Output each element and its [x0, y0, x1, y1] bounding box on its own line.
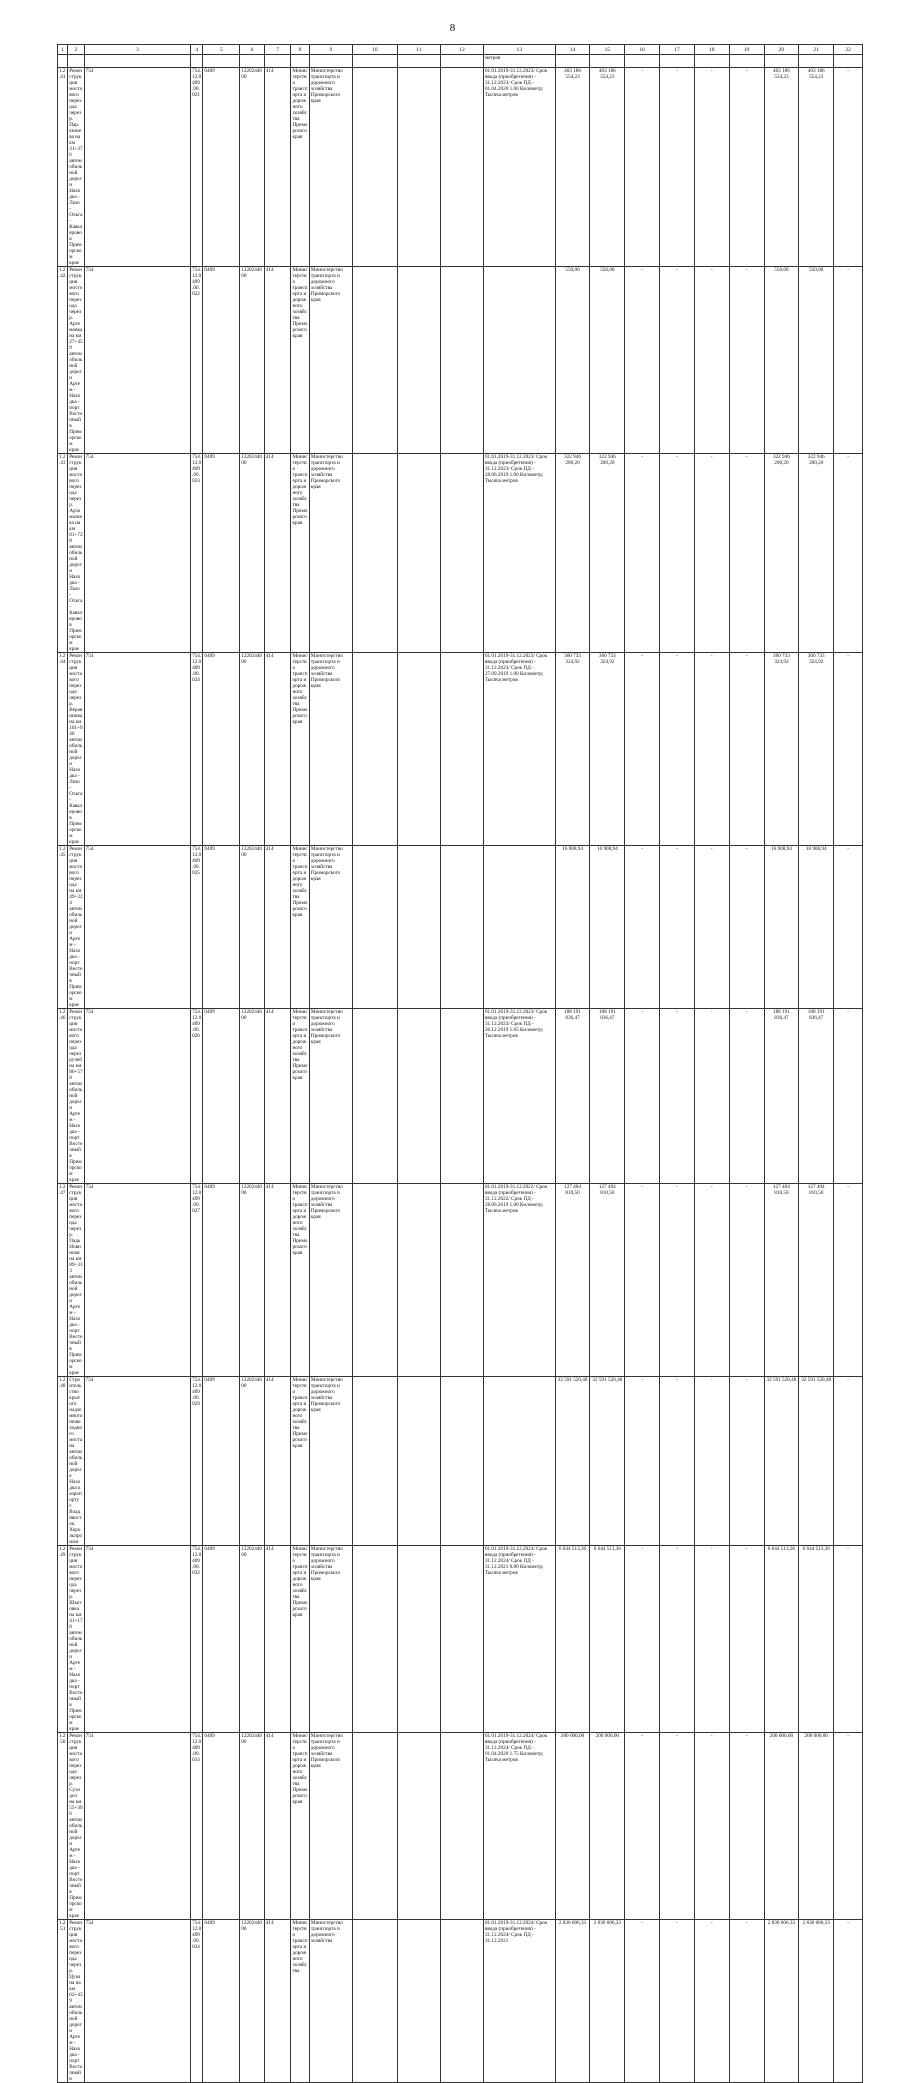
table-row [58, 454, 863, 653]
cell-c14: 200 000,00 [555, 1733, 590, 1920]
cell-c14: 550,00 [555, 267, 590, 454]
cell-c18: - [694, 454, 729, 653]
cell-empty [352, 1184, 397, 1377]
cell-c6: 0409 [203, 653, 240, 846]
cell-c18: - [694, 1920, 729, 2083]
cell-c7: 1220244000 [240, 454, 265, 653]
cell-empty [397, 1009, 440, 1184]
column-header: 2 [68, 45, 84, 55]
table-row [58, 68, 863, 267]
cell-c5: 754.12.0409 .00.033 [191, 1733, 203, 1920]
cell-c7: 1220244000 [240, 267, 265, 454]
cell-c20: 127 404 810,50 [764, 1184, 799, 1377]
cell-c4: 754 [84, 454, 191, 653]
cell-id: 1.2.42 [58, 267, 68, 454]
cell-c5: 754.12.0409 .00.026 [191, 1009, 203, 1184]
cell-c9: Министерство транспорта и дорожного хозяйства Приморского края [291, 653, 309, 846]
cell-c21: 550,00 [799, 267, 834, 454]
cell-c21: 322 946 200,20 [799, 454, 834, 653]
cell-c8: 414 [264, 1920, 291, 2083]
cell-c22: - [834, 846, 863, 1009]
cell-c4: 754 [84, 1009, 191, 1184]
cell-c13: 01.01.2019-31.12.2022/ Срок ввода (приобретения) - 31.12.2022/ Срок ПД - 28.06.2019 1.00 Километр; Тысяча метров [483, 1184, 555, 1377]
cell-c22: - [834, 1733, 863, 1920]
cell-c9: Министерство транспорта и дорожного хозяйства Приморского края [291, 267, 309, 454]
cell-name: Реконструкция мостового перехода через р. Падь Новинная на км 89+333 автомобильной дороги Артем - Находка - порт Восточный в Приморском крае [69, 1184, 83, 1376]
cell-empty [352, 1920, 397, 2083]
column-header: 16 [625, 45, 660, 55]
cell-empty [352, 653, 397, 846]
cell-empty [397, 68, 440, 267]
cell-c15: 16 908,94 [590, 846, 625, 1009]
cell-c4: 754 [84, 1733, 191, 1920]
continuation-text: метров [483, 55, 555, 68]
table-row [58, 1009, 863, 1184]
cell-c7: 1220244000 [240, 1733, 265, 1920]
cell-c8: 414 [264, 1546, 291, 1733]
cell-c19: - [729, 653, 764, 846]
cell-empty [352, 1733, 397, 1920]
cell-c19: - [729, 68, 764, 267]
cell-c7: 1220244000 [240, 1009, 265, 1184]
cell-c17: - [660, 1920, 695, 2083]
cell-name: Реконструкция мостового перехода через р. Веравиника на км 101+040 автомобильной дороги Находка - Лазо - Ольга - Кавалерово в Приморском крае [69, 653, 83, 845]
column-header: 8 [291, 45, 309, 55]
cell-c20: 360 733 324,92 [764, 653, 799, 846]
cell-c8: 414 [264, 1009, 291, 1184]
cell-c4: 754 [84, 846, 191, 1009]
cell-c21: 16 908,94 [799, 846, 834, 1009]
cell-c10: Министерство транспорта и дорожного хозяйства Приморского края [309, 454, 352, 653]
cell-c18: - [694, 846, 729, 1009]
cell-c7: 1220244000 [240, 846, 265, 1009]
cell-c13: 01.01.2019-31.12.2024/ Срок ввода (приобретения) - 31.12.2024/ Срок ПД - 31.12.2021 0.80 Километр; Тысяча метров [483, 1546, 555, 1733]
cell-c16: - [625, 846, 660, 1009]
cell-c19: - [729, 1920, 764, 2083]
cell-empty [440, 454, 483, 653]
cell-c9: Министерство транспорта и дорожного хозяйства [291, 1920, 309, 2083]
cell-c16: - [625, 1546, 660, 1733]
cell-c6: 0409 [203, 1546, 240, 1733]
table-row-continuation [58, 55, 863, 68]
cell-c17: - [660, 846, 695, 1009]
cell-c15: 6 644 513,36 [590, 1546, 625, 1733]
cell-empty [440, 1546, 483, 1733]
column-header: 12 [440, 45, 483, 55]
cell-c17: - [660, 454, 695, 653]
cell-c18: - [694, 1184, 729, 1377]
cell-c13 [483, 1377, 555, 1546]
cell-c15: 403 186 554,23 [590, 68, 625, 267]
cell-c13: 01.01.2019-31.12.2023/ Срок ввода (приобретения) - 31.12.2023/ Срок ПД - 26.12.2019 1.05 Километр; Тысяча метров [483, 1009, 555, 1184]
cell-c14: 2 836 606,33 [555, 1920, 590, 2083]
table-row [58, 1733, 863, 1920]
cell-empty [352, 846, 397, 1009]
cell-c10: Министерство транспорта и дорожного хозяйства Приморского края [309, 1546, 352, 1733]
cell-c18: - [694, 267, 729, 454]
cell-c20: 32 591 520,48 [764, 1377, 799, 1546]
cell-name: Реконструкция мостового перехода через р. Артемовка на км 27+459 автомобильной дороги Артем - Находка - порт Восточный в Приморском крае [69, 267, 83, 453]
cell-c5: 754.12.0409 .00.032 [191, 1546, 203, 1733]
cell-c21: 2 836 606,33 [799, 1920, 834, 2083]
cell-c16: - [625, 68, 660, 267]
cell-empty [440, 653, 483, 846]
cell-c19: - [729, 267, 764, 454]
cell-name: Реконструкция мостового перехода на км 49+224 автомобильной дороги Артем - Находка - порт Восточный в Приморском крае [69, 846, 83, 1008]
cell-c10: Министерство транспорта и дорожного хозяйства Приморского края [309, 1377, 352, 1546]
cell-c10: Министерство транспорта и дорожного хозяйства Приморского края [309, 653, 352, 846]
cell-empty [352, 1377, 397, 1546]
cell-empty [397, 267, 440, 454]
cell-c19: - [729, 1184, 764, 1377]
cell-c20: 6 644 513,36 [764, 1546, 799, 1733]
cell-c4: 754 [84, 267, 191, 454]
cell-c22: - [834, 454, 863, 653]
cell-empty [397, 1546, 440, 1733]
cell-id: 1.2.48 [58, 1377, 68, 1546]
cell-c22: - [834, 1184, 863, 1377]
cell-c14: 16 908,94 [555, 846, 590, 1009]
cell-c14: 188 191 836,47 [555, 1009, 590, 1184]
cell-c4: 754 [84, 1546, 191, 1733]
cell-c7: 1220244000 [240, 1184, 265, 1377]
cell-c10: Министерство транспорта и дорожного хозяйства Приморского края [309, 1733, 352, 1920]
cell-c7: 1220244000 [240, 1920, 265, 2083]
column-header-row [58, 45, 863, 55]
page-number: 8 [449, 22, 456, 34]
column-header: 18 [694, 45, 729, 55]
cell-c18: - [694, 68, 729, 267]
cell-c20: 322 946 200,20 [764, 454, 799, 653]
cell-c17: - [660, 68, 695, 267]
cell-c8: 414 [264, 1377, 291, 1546]
column-header: 3 [84, 45, 191, 55]
cell-c14: 322 946 200,20 [555, 454, 590, 653]
cell-c14: 6 644 513,36 [555, 1546, 590, 1733]
cell-c14: 403 186 554,23 [555, 68, 590, 267]
table-row [58, 846, 863, 1009]
cell-c5: 754.12.0409 .00.029 [191, 1377, 203, 1546]
cell-empty [352, 1546, 397, 1733]
cell-c16: - [625, 1009, 660, 1184]
cell-id: 1.2.51 [58, 1920, 68, 2083]
cell-c5: 754.12.0409 .00.021 [191, 68, 203, 267]
cell-c5: 754.12.0409 .00.024 [191, 653, 203, 846]
cell-c5: 754.12.0409 .00.027 [191, 1184, 203, 1377]
cell-c16: - [625, 267, 660, 454]
cell-c19: - [729, 1733, 764, 1920]
cell-c15: 127 404 810,50 [590, 1184, 625, 1377]
cell-c18: - [694, 1733, 729, 1920]
cell-empty [440, 267, 483, 454]
cell-c6: 0409 [203, 1733, 240, 1920]
column-header: 7 [264, 45, 291, 55]
cell-empty [352, 267, 397, 454]
cell-c20: 16 908,94 [764, 846, 799, 1009]
cell-c8: 414 [264, 454, 291, 653]
cell-c13 [483, 267, 555, 454]
cell-c10: Министерство транспорта и дорожного хозяйства Приморского края [309, 68, 352, 267]
table-row [58, 1377, 863, 1546]
column-header: 14 [555, 45, 590, 55]
table-row [58, 653, 863, 846]
column-header: 21 [799, 45, 834, 55]
cell-c10: Министерство транспорта и дорожного хозяйства Приморского края [309, 846, 352, 1009]
cell-c8: 414 [264, 267, 291, 454]
cell-c4: 754 [84, 653, 191, 846]
cell-id: 1.2.50 [58, 1733, 68, 1920]
cell-c17: - [660, 1546, 695, 1733]
cell-c4: 754 [84, 1920, 191, 2083]
cell-c19: - [729, 454, 764, 653]
cell-empty [397, 1377, 440, 1546]
cell-c17: - [660, 653, 695, 846]
cell-c7: 1220244000 [240, 1377, 265, 1546]
cell-empty [397, 1920, 440, 2083]
cell-c22: - [834, 1546, 863, 1733]
cell-c15: 32 591 520,48 [590, 1377, 625, 1546]
cell-c15: 360 733 324,92 [590, 653, 625, 846]
cell-c13 [483, 846, 555, 1009]
cell-c9: Министерство транспорта и дорожного хозяйства Приморского края [291, 1546, 309, 1733]
cell-empty [352, 1009, 397, 1184]
cell-c10: Министерство транспорта и дорожного хозяйства [309, 1920, 352, 2083]
cell-name: Реконструкция мостового перехода через р. Арзамазовка на км 81+728 автомобильной дороги Находка - Лазо - Ольга - Кавалерово в Приморском крае [69, 454, 83, 652]
cell-c19: - [729, 1546, 764, 1733]
cell-c19: - [729, 846, 764, 1009]
cell-c21: 200 000,00 [799, 1733, 834, 1920]
cell-id: 1.2.41 [58, 68, 68, 267]
cell-empty [440, 1920, 483, 2083]
cell-c22: - [834, 1920, 863, 2083]
cell-c16: - [625, 1377, 660, 1546]
column-header: 10 [352, 45, 397, 55]
cell-c6: 0409 [203, 1920, 240, 2083]
cell-c21: 127 404 810,50 [799, 1184, 834, 1377]
cell-c6: 0409 [203, 1184, 240, 1377]
cell-c20: 188 191 836,47 [764, 1009, 799, 1184]
cell-c19: - [729, 1377, 764, 1546]
cell-c17: - [660, 267, 695, 454]
cell-c21: 32 591 520,48 [799, 1377, 834, 1546]
cell-c15: 550,00 [590, 267, 625, 454]
cell-c22: - [834, 68, 863, 267]
cell-c4: 754 [84, 1377, 191, 1546]
cell-c8: 414 [264, 653, 291, 846]
column-header: 9 [309, 45, 352, 55]
cell-c9: Министерство транспорта и дорожного хозяйства Приморского края [291, 846, 309, 1009]
cell-c13: 01.01.2019-31.12.2023/ Срок ввода (приобретения) - 31.12.2023/ Срок ПД - 28.06.2019 1.00 Километр; Тысяча метров [483, 454, 555, 653]
cell-c17: - [660, 1009, 695, 1184]
cell-c22: - [834, 267, 863, 454]
cell-c9: Министерство транспорта и дорожного хозяйства Приморского края [291, 454, 309, 653]
cell-empty [397, 1733, 440, 1920]
cell-c7: 1220244000 [240, 1546, 265, 1733]
cell-c10: Министерство транспорта и дорожного хозяйства Приморского края [309, 267, 352, 454]
table-row [58, 267, 863, 454]
cell-c17: - [660, 1377, 695, 1546]
cell-c13: 01.01.2019-31.12.2024/ Срок ввода (приобретения) - 31.12.2024/ Срок ПД - 31.12.2021 [483, 1920, 555, 2083]
table-row [58, 1184, 863, 1377]
cell-empty [352, 68, 397, 267]
cell-c5: 754.12.0409 .00.023 [191, 454, 203, 653]
cell-c6: 0409 [203, 454, 240, 653]
cell-empty [352, 454, 397, 653]
cell-c6: 0409 [203, 1009, 240, 1184]
cell-c9: Министерство транспорта и дорожного хозяйства Приморского края [291, 1733, 309, 1920]
cell-c5: 754.12.0409 .00.025 [191, 846, 203, 1009]
cell-c14: 127 404 810,50 [555, 1184, 590, 1377]
cell-empty [440, 846, 483, 1009]
cell-c16: - [625, 454, 660, 653]
column-header: 11 [397, 45, 440, 55]
cell-c17: - [660, 1733, 695, 1920]
cell-c5: 754.12.0409 .00.022 [191, 267, 203, 454]
cell-c13: 01.01.2019-31.12.2023/ Срок ввода (приобретения) - 31.12.2023/ Срок ПД - 01.04.2020 1.00 Километр; Тысяча метров [483, 68, 555, 267]
cell-c20: 550,00 [764, 267, 799, 454]
cell-c9: Министерство транспорта и дорожного хозяйства Приморского края [291, 1184, 309, 1377]
column-header: 19 [729, 45, 764, 55]
cell-c7: 1220244000 [240, 653, 265, 846]
cell-c18: - [694, 1546, 729, 1733]
cell-c4: 754 [84, 68, 191, 267]
cell-id: 1.2.44 [58, 653, 68, 846]
cell-c15: 2 836 606,33 [590, 1920, 625, 2083]
cell-c20: 200 000,00 [764, 1733, 799, 1920]
cell-c6: 0409 [203, 846, 240, 1009]
cell-c4: 754 [84, 1184, 191, 1377]
cell-c16: - [625, 1184, 660, 1377]
column-header: 1 [58, 45, 68, 55]
cell-c5: 754.12.0409 .00.034 [191, 1920, 203, 2083]
cell-empty [440, 1184, 483, 1377]
column-header: 13 [483, 45, 555, 55]
cell-c22: - [834, 1009, 863, 1184]
cell-c21: 403 186 554,23 [799, 68, 834, 267]
cell-c17: - [660, 1184, 695, 1377]
cell-c8: 414 [264, 1733, 291, 1920]
cell-c22: - [834, 1377, 863, 1546]
budget-table [57, 44, 863, 2083]
table-row [58, 1920, 863, 2083]
cell-c15: 322 946 200,20 [590, 454, 625, 653]
cell-c14: 360 733 324,92 [555, 653, 590, 846]
column-header: 17 [660, 45, 695, 55]
cell-name: Реконструкция мостового перехода через р. Пар. князева на км 31+376 автомобильной дороги Находка - Лазо - Ольга - Кавалерово в Приморском крае [69, 68, 83, 266]
cell-c6: 0409 [203, 1377, 240, 1546]
cell-c9: Министерство транспорта и дорожного хозяйства Приморского края [291, 1009, 309, 1184]
cell-c13: 01.01.2019-31.12.2024/ Срок ввода (приобретения) - 31.12.2024/ Срок ПД - 01.04.2020 1.75 Километр; Тысяча метров [483, 1733, 555, 1920]
column-header: 22 [834, 45, 863, 55]
cell-c16: - [625, 1733, 660, 1920]
cell-c18: - [694, 653, 729, 846]
cell-c20: 403 186 554,23 [764, 68, 799, 267]
cell-empty [397, 454, 440, 653]
cell-name: Реконструкция мостового перехода через р. Шкотовка на км 41+170 автомобильной дороги Артем - Находка - порт Восточный в Приморском крае [69, 1546, 83, 1732]
column-header: 4 [191, 45, 203, 55]
cell-c6: 0409 [203, 267, 240, 454]
cell-c21: 360 733 324,92 [799, 653, 834, 846]
cell-c21: 6 644 513,36 [799, 1546, 834, 1733]
cell-name: Строительство крытого надземного пешеходного моста на автомобильной дороге Находка к аэропорту г. Владивосток, Хорольпромом [69, 1377, 83, 1545]
cell-c16: - [625, 653, 660, 846]
cell-empty [440, 1009, 483, 1184]
table-row [58, 1546, 863, 1733]
cell-name: Реконструкция мостового перехода через р. Цукана на км 62+439 автомобильной дороги Артем - Находка - порт Восточный в [69, 1920, 83, 2082]
cell-c10: Министерство транспорта и дорожного хозяйства Приморского края [309, 1184, 352, 1377]
column-header: 15 [590, 45, 625, 55]
cell-c13: 01.01.2019-31.12.2023/ Срок ввода (приобретения) - 31.12.2023/ Срок ПД - 27.09.2019 1.00 Километр; Тысяча метров [483, 653, 555, 846]
column-header: 20 [764, 45, 799, 55]
cell-empty [440, 1377, 483, 1546]
cell-empty [397, 1184, 440, 1377]
cell-c18: - [694, 1377, 729, 1546]
cell-empty [440, 68, 483, 267]
cell-empty [397, 653, 440, 846]
cell-c6: 0409 [203, 68, 240, 267]
cell-id: 1.2.46 [58, 1009, 68, 1184]
cell-c19: - [729, 1009, 764, 1184]
cell-c14: 32 591 520,48 [555, 1377, 590, 1546]
cell-c9: Министерство транспорта и дорожного хозяйства Приморского края [291, 1377, 309, 1546]
cell-c9: Министерство транспорта и дорожного хозяйства Приморского края [291, 68, 309, 267]
cell-c22: - [834, 653, 863, 846]
cell-name: Реконструкция мостового перехода через р. Суходол на км 55+306 автомобильной дороги Артем - Находка - порт Восточный в Приморском крае [69, 1733, 83, 1919]
cell-name: Реконструкция мостового перехода через ручей на км 86+578 автомобильной дороги Артем - Находка - порт Восточный в Приморском крае [69, 1009, 83, 1183]
cell-c10: Министерство транспорта и дорожного хозяйства Приморского края [309, 1009, 352, 1184]
cell-c18: - [694, 1009, 729, 1184]
column-header: 6 [240, 45, 265, 55]
cell-id: 1.2.49 [58, 1546, 68, 1733]
cell-id: 1.2.43 [58, 454, 68, 653]
cell-c8: 414 [264, 68, 291, 267]
cell-c16: - [625, 1920, 660, 2083]
cell-id: 1.2.47 [58, 1184, 68, 1377]
cell-c8: 414 [264, 846, 291, 1009]
cell-c20: 2 836 606,33 [764, 1920, 799, 2083]
column-header: 5 [203, 45, 240, 55]
cell-c7: 1220244000 [240, 68, 265, 267]
cell-empty [397, 846, 440, 1009]
cell-c21: 188 191 836,47 [799, 1009, 834, 1184]
cell-c15: 188 191 836,47 [590, 1009, 625, 1184]
cell-id: 1.2.45 [58, 846, 68, 1009]
cell-empty [440, 1733, 483, 1920]
cell-c8: 414 [264, 1184, 291, 1377]
cell-c15: 200 000,00 [590, 1733, 625, 1920]
